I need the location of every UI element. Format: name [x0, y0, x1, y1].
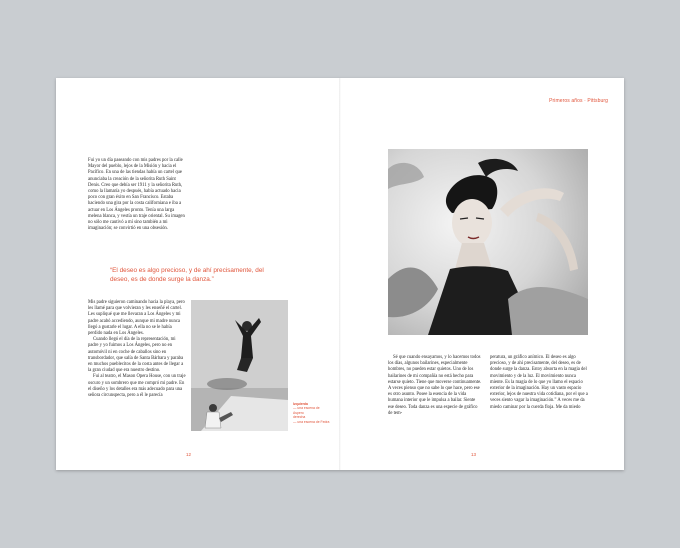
page-number-left: 12	[186, 452, 192, 457]
caption-label-2: derecha	[293, 415, 306, 420]
left-paragraph-2: Mis padre siguieron caminando hacia la playa, pero les llamé para que volvieran y les enseñé el cartel. Les supliqué que me llevaran a Los Ángeles y mi padre acabó accediendo, aunque mi madre nunca llegó a gustarle el lugar. A ella no se le había perdido nada en Los Ángeles.	[88, 300, 185, 337]
left-body-paragraph-1	[88, 158, 187, 232]
left-paragraph-3: Cuando llegó el día de la representación, mi padre y yo fuimos a Los Ángeles, pero no en automóvil ni en coche de caballos sino en transbordador, que salía de Santa Bárbara y paraba en muchos pueblecitos de la costa antes de llegar a la gran ciudad que era nuestro destino.	[88, 337, 184, 374]
photo-caption	[293, 402, 331, 424]
left-paragraph-4: Fui al teatro, el Mason Opera House, con un traje oscuro y un sombrero que me compró mi padre. En el diseño y los detalles era más adecuado para una señora circunspecta, pero a él le parecía	[88, 374, 186, 399]
left-page	[56, 78, 340, 470]
left-paragraph-intro: Fui yo un día paseando con mis padres por la calle Mayor del pueblo, lejos de la Misión y hacia el Pacífico. En una de las tiendas había un cartel que anunciaba la creación de la señorita Ruth Saint Denis. Creo que debía ser 1911 y la señorita Ruth, como la llamaría yo después, había actuado hacia poco con gran éxito en San Francisco. Estaba haciendo una gira por la costa californiana e iba a actuar en Los Ángeles pronto. Tenía una larga melena blanca, y vestía un traje oriental. Su imagen no sólo me cautivó a mí sino también a mi imaginación; se convirtió en una obsesión.	[88, 158, 185, 232]
dancer-portrait-photo	[388, 149, 588, 335]
right-body-column-2	[490, 355, 588, 411]
dancer-portrait-image	[388, 149, 588, 335]
caption-line-1: — una escena de Aspero	[293, 406, 320, 415]
left-body-column-2	[88, 300, 187, 399]
dance-photo-aspero	[191, 300, 288, 431]
caption-title: Izquierda	[293, 402, 308, 406]
dance-photo-aspero-image	[191, 300, 288, 431]
right-page	[340, 78, 624, 470]
right-column-2-text: peratura, un gráfico anímico. El deseo es algo precioso, y de ahí precisamente, del deseo, es de donde surge la danza. Estoy absorta en la magia del movimiento y de la luz. El movimiento nunca miente. Es la magia de lo que yo llamo el espacio exterior de la imaginación. Hay un vasto espacio exterior, lejos de nuestra vida cotidiana, por el que a veces siento vagar la imaginación.” A veces me da miedo caminar por la cuerda floja. Me da miedo	[490, 355, 588, 410]
book-spread	[56, 78, 624, 470]
caption-line-2: — una escena de Fedra	[293, 419, 330, 424]
pull-quote: “El deseo es algo precioso, y de ahí precisamente, del deseo, es de donde surge la danza.”	[110, 267, 264, 283]
page-number-right: 13	[471, 452, 477, 457]
right-body-column-1	[388, 355, 482, 417]
running-header: Primeros años · Pittsburg	[549, 98, 608, 104]
right-column-1-text: Sé que cuando ensayamos, y lo hacemos todos los días, algunos bailarines, especialmente hombres, no pueden estar quietos. Uno de los bailarines de mi compañía no está hecho para estarse quieto. Tiene que moverse continuamente. A veces pienso que no sabe lo que hace, pero ese es otro asunto. Posee la esencia de la vida humana interior que le impulsa a bailar. Siente ese deseo. Toda danza es una especie de gráfico de tem-	[388, 355, 482, 416]
